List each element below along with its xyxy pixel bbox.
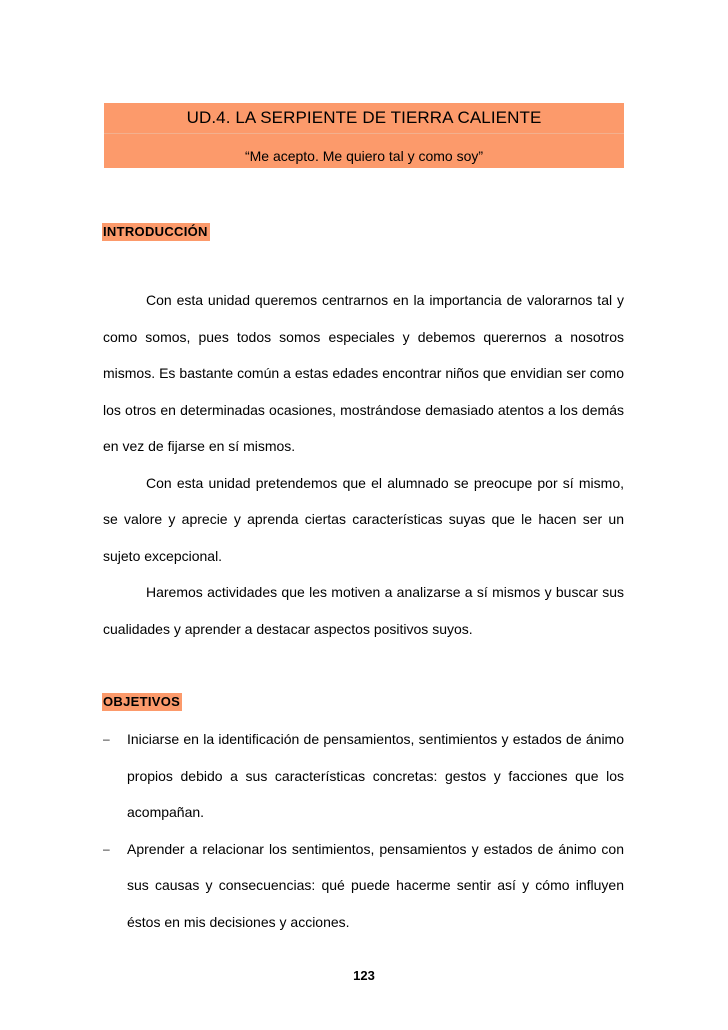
dash-bullet-icon: – [103, 841, 110, 856]
list-item [103, 721, 624, 831]
introduccion-body [103, 282, 624, 647]
section-heading-introduccion: INTRODUCCIÓN [103, 224, 208, 239]
unit-title: UD.4. LA SERPIENTE DE TIERRA CALIENTE [186, 108, 542, 127]
banner-divider [104, 133, 624, 134]
list-item-text: Aprender a relacionar los sentimientos, pensamientos y estados de ánimo con sus causas y consecuencias: qué puede hacerme sentir así y cómo influyen éstos en mis decisiones y acciones. [127, 840, 624, 930]
objetivos-list [103, 721, 624, 940]
paragraph: Haremos actividades que les motiven a analizarse a sí mismos y buscar sus cualidades y aprender a destacar aspectos positivos suyos. [103, 584, 624, 637]
paragraph: Con esta unidad queremos centrarnos en la importancia de valorarnos tal y como somos, pues todos somos especiales y debemos querernos a nosotros mismos. Es bastante común a estas edades encontrar niños que envidian ser como los otros en determinadas ocasiones, mostrándose demasiado atentos a los demás en vez de fijarse en sí mismos. [103, 292, 624, 454]
paragraph: Con esta unidad pretendemos que el alumnado se preocupe por sí mismo, se valore y aprecie y aprenda ciertas características suyas que le hacen ser un sujeto excepcional. [103, 474, 624, 564]
unit-subtitle: “Me acepto. Me quiero tal y como soy” [244, 148, 484, 164]
list-item [103, 831, 624, 941]
page-number: 123 [353, 968, 375, 983]
section-heading-objetivos: OBJETIVOS [103, 694, 181, 709]
list-item-text: Iniciarse en la identificación de pensamientos, sentimientos y estados de ánimo propios debido a sus características concretas: gestos y facciones que los acompañan. [127, 731, 624, 820]
dash-bullet-icon: – [103, 732, 110, 746]
title-banner [104, 103, 624, 168]
